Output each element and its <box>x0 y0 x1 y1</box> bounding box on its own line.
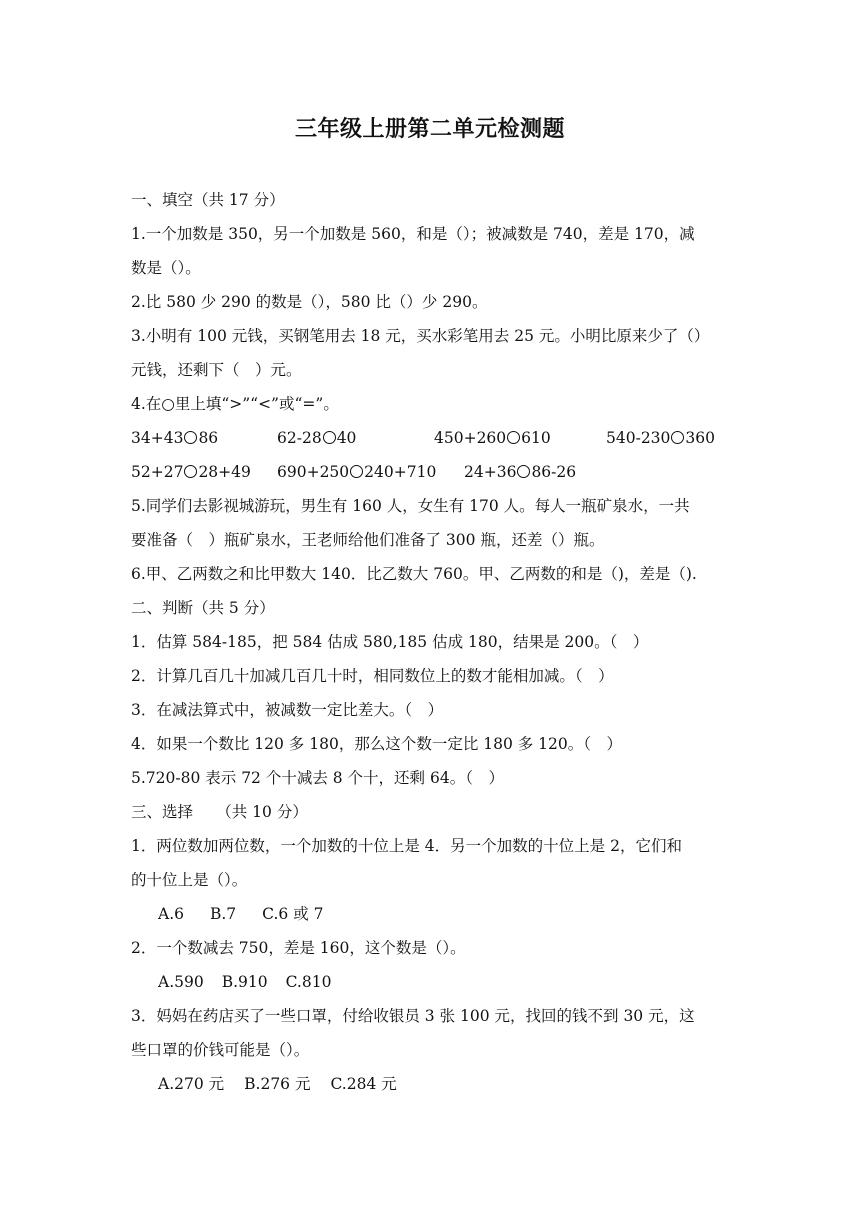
section-2-heading: 二、判断（共 5 分） <box>131 599 275 617</box>
question-1-1: 1.一个加数是 350，另一个加数是 560，和是（）；被减数是 740，差是 170，减 <box>131 225 695 243</box>
compare-item: 450+260 610 <box>434 429 551 447</box>
compare-item: 690+250 240+710 <box>277 463 437 481</box>
choice-question-1: 1．两位数加两位数，一个加数的十位上是 4．另一个加数的十位上是 2，它们和 <box>131 837 682 855</box>
choice-options-1 <box>158 902 732 926</box>
judge-item-2: 2．计算几百几十加减几百几十时，相同数位上的数才能相加减。（ ） <box>131 667 614 685</box>
circle-blank <box>671 431 684 444</box>
choice-options-2 <box>158 970 732 994</box>
page-title: 三年级上册第二单元检测题 <box>294 116 565 142</box>
question-1-5-cont: 要准备（ ）瓶矿泉水，王老师给他们准备了 300 瓶，还差（）瓶。 <box>131 531 605 549</box>
question-1-2: 2.比 580 少 290 的数是（），580 比（）少 290。 <box>131 293 488 311</box>
circle-blank <box>184 431 197 444</box>
question-1-4: 4.在○里上填“>”“<”或“=”。 <box>131 395 339 413</box>
section-1-heading: 一、填空（共 17 分） <box>131 191 285 209</box>
option-b: B.7 <box>209 905 237 923</box>
circle-blank <box>507 431 520 444</box>
judge-item-4: 4．如果一个数比 120 多 180，那么这个数一定比 180 多 120。（ ） <box>131 735 623 753</box>
compare-item: 52+27 28+49 <box>131 463 251 481</box>
circle-blank <box>350 465 363 478</box>
compare-item: 540-230 360 <box>606 429 716 447</box>
option-c: C.6 或 7 <box>262 905 324 923</box>
option-c: C.810 <box>285 973 332 991</box>
judge-item-5: 5.720-80 表示 72 个十减去 8 个十，还剩 64。（ ） <box>131 769 504 787</box>
choice-question-1-cont: 的十位上是（）。 <box>131 871 248 889</box>
compare-item: 34+43 86 <box>131 429 219 447</box>
question-1-3: 3.小明有 100 元钱，买钢笔用去 18 元，买水彩笔用去 25 元。小明比原来少了（） <box>131 327 710 345</box>
question-1-5: 5.同学们去影视城游玩，男生有 160 人，女生有 170 人。每人一瓶矿泉水，一共 <box>131 497 690 515</box>
choice-question-3-cont: 些口罩的价钱可能是（）。 <box>131 1041 310 1059</box>
option-b: B.910 <box>221 973 268 991</box>
choice-options-3 <box>158 1072 732 1096</box>
choice-question-2: 2．一个数减去 750，差是 160，这个数是（）。 <box>131 939 466 957</box>
judge-item-1: 1．估算 584-185，把 584 估成 580,185 估成 180，结果是 200。（ ） <box>131 633 649 651</box>
option-a: A.590 <box>158 973 204 991</box>
option-b: B.276 元 <box>244 1075 311 1093</box>
option-c: C.284 元 <box>330 1075 397 1093</box>
section-3-heading: 三、选择 （共 10 分） <box>131 803 308 821</box>
circle-blank <box>184 465 197 478</box>
question-1-3-cont: 元钱，还剩下（ ）元。 <box>131 361 302 379</box>
choice-question-3: 3．妈妈在药店买了一些口罩，付给收银员 3 张 100 元，找回的钱不到 30 元，这 <box>131 1007 695 1025</box>
circle-blank <box>323 431 336 444</box>
option-a: A.6 <box>158 905 184 923</box>
option-a: A.270 元 <box>158 1075 225 1093</box>
judge-item-3: 3．在减法算式中，被减数一定比差大。（ ） <box>131 701 444 719</box>
compare-item: 24+36 86-26 <box>464 463 577 481</box>
question-1-1-cont: 数是（）。 <box>131 259 201 277</box>
question-1-6: 6.甲、乙两数之和比甲数大 140．比乙数大 760。甲、乙两数的和是（)，差是（). <box>131 565 697 583</box>
circle-blank <box>517 465 530 478</box>
compare-item: 62-28 40 <box>277 429 357 447</box>
